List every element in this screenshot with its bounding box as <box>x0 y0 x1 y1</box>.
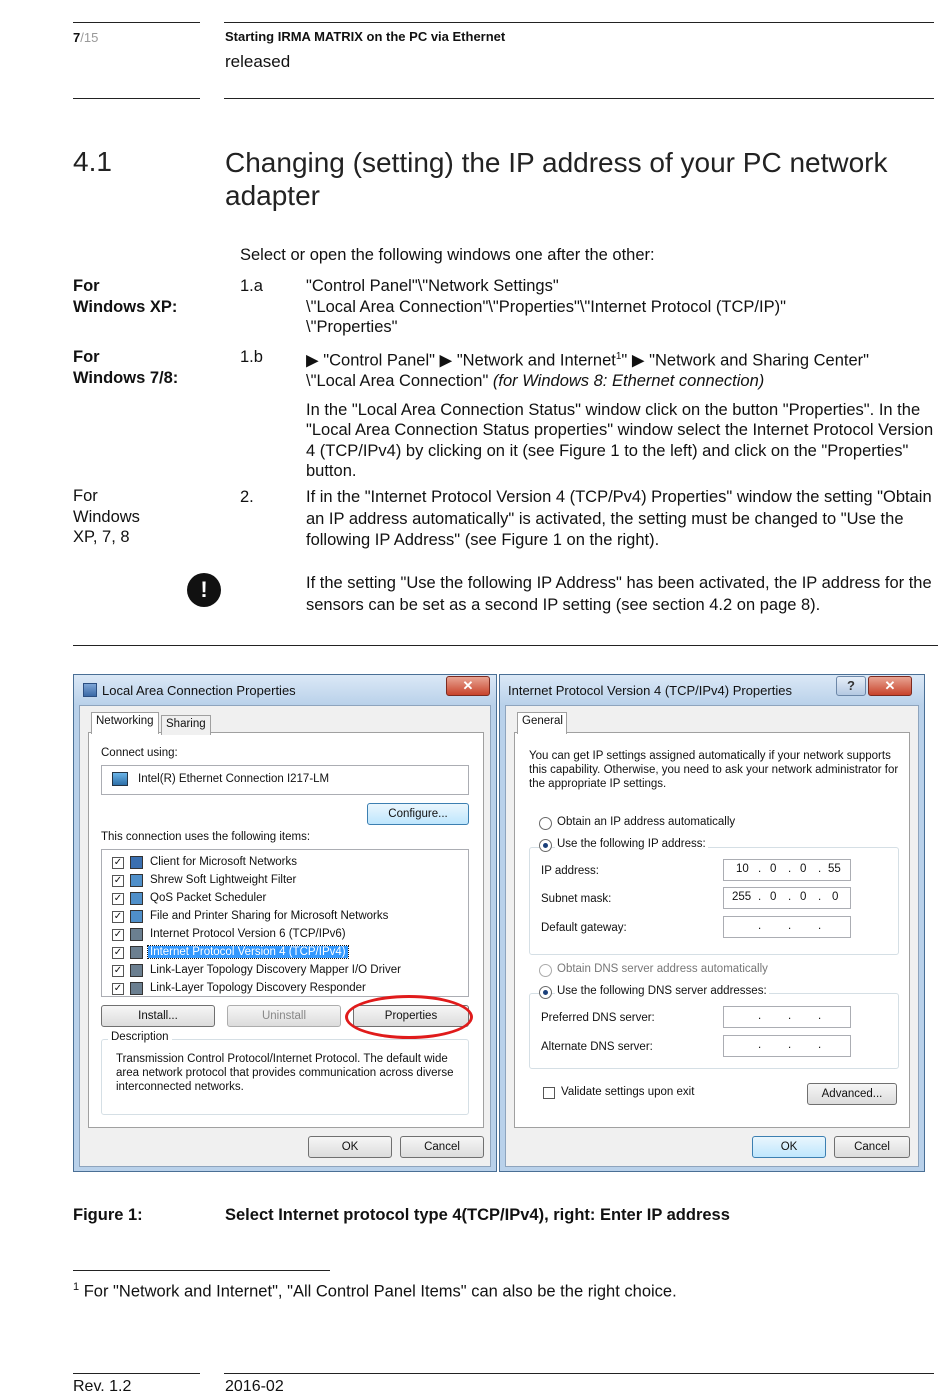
note-text: If the setting "Use the following IP Address" has been activated, the IP address for the sensors can be set as a second IP setting (see section 4.2 on page 8). <box>306 574 932 614</box>
step-xp-label <box>73 276 177 317</box>
header-rule-right-bottom <box>224 98 934 99</box>
ipv4-cancel-button[interactable]: Cancel <box>834 1136 910 1158</box>
component-icon <box>130 946 143 959</box>
subnet-dot: . <box>818 891 822 903</box>
step-win7-paragraph: In the "Local Area Connection Status" window click on the button "Properties". In the "Local Area Connection Status properties" window select the Internet Protocol Version 4 (TCP/IPv4) by clicking on it (see Figure 1 to the left) and click on the "Properties" button. <box>306 400 934 480</box>
step-win7-line2-italic: (for Windows 8: Ethernet connection) <box>492 372 765 390</box>
intro-text: Select or open the following windows one after the other: <box>240 246 655 264</box>
page-current: 7 <box>73 30 81 45</box>
obtain-ip-label: Obtain an IP address automatically <box>557 816 736 828</box>
footer-rule-left <box>73 1373 200 1374</box>
item-checkbox[interactable]: ✓ <box>113 929 123 940</box>
component-icon <box>130 874 143 887</box>
connect-using-label: Connect using: <box>101 747 178 759</box>
obtain-dns-label: Obtain DNS server address automatically <box>557 963 768 975</box>
dns-group <box>529 993 899 1069</box>
figure-caption: Select Internet protocol type 4(TCP/IPv4), right: Enter IP address <box>225 1206 730 1224</box>
header-rule-right-top <box>224 22 934 23</box>
component-icon <box>130 910 143 923</box>
item-checkbox[interactable]: ✓ <box>113 947 123 958</box>
ip-dot: . <box>758 863 762 875</box>
step-all-label-line2: Windows <box>73 507 140 526</box>
ip-address-field[interactable] <box>723 859 851 881</box>
adapter-name: Intel(R) Ethernet Connection I217-LM <box>138 773 330 785</box>
page-number <box>73 30 98 45</box>
pref-dns-dot: . <box>818 1010 822 1022</box>
configure-button[interactable]: Configure... <box>367 803 469 825</box>
item-checkbox[interactable]: ✓ <box>113 911 123 922</box>
step-win7-line1-a: ▶ "Control Panel" ▶ "Network and Internet <box>306 351 616 370</box>
dialog-body <box>79 705 491 1167</box>
ip-octet-2: 0 <box>770 863 777 875</box>
networking-panel <box>88 715 484 1128</box>
use-ip-label: Use the following IP address: <box>557 838 706 850</box>
component-icon <box>130 856 143 869</box>
step-xp-text <box>306 276 936 338</box>
subnet-octet-2: 0 <box>770 891 777 903</box>
gateway-dot: . <box>818 920 822 932</box>
validate-checkbox[interactable] <box>543 1087 555 1099</box>
step-all-number: 2. <box>240 488 254 506</box>
gateway-dot: . <box>788 920 792 932</box>
description-text: Transmission Control Protocol/Internet Protocol. The default wide area network protocol that provides communication across diverse interconnected networks. <box>116 1053 454 1093</box>
adapter-icon <box>112 772 128 786</box>
step-win7-line2-a: \"Local Area Connection" <box>306 372 493 390</box>
install-button[interactable]: Install... <box>101 1005 215 1027</box>
description-group <box>101 1031 469 1115</box>
item-label: Link-Layer Topology Discovery Responder <box>150 982 366 994</box>
ip-octet-1: 10 <box>736 863 749 875</box>
step-xp-label-line2: Windows XP: <box>73 297 178 316</box>
advanced-button[interactable]: Advanced... <box>807 1083 897 1105</box>
footnote-rule <box>73 1270 330 1271</box>
item-label: Client for Microsoft Networks <box>150 856 297 868</box>
figure-top-rule <box>73 645 938 646</box>
revision: Rev. 1.2 <box>73 1378 132 1395</box>
step-xp-number: 1.a <box>240 277 263 295</box>
page-total: /15 <box>80 30 99 45</box>
item-checkbox[interactable]: ✓ <box>113 875 123 886</box>
help-button[interactable]: ? <box>836 676 866 696</box>
ipv4-dialog-title: Internet Protocol Version 4 (TCP/IPv4) Properties <box>508 683 792 698</box>
alt-dns-dot: . <box>758 1039 762 1051</box>
footnote-ref: 1 <box>615 351 622 362</box>
tab-sharing[interactable]: Sharing <box>161 715 211 735</box>
ipv4-dialog-titlebar <box>500 675 924 705</box>
subnet-mask-field[interactable] <box>723 887 851 909</box>
subnet-dot: . <box>758 891 762 903</box>
doc-status: released <box>225 52 291 71</box>
item-label: Shrew Soft Lightweight Filter <box>150 874 297 886</box>
step-all-label-line3: XP, 7, 8 <box>73 528 130 546</box>
item-label: QoS Packet Scheduler <box>150 892 267 904</box>
adapter-field <box>101 765 469 795</box>
component-icon <box>130 928 143 941</box>
tab-networking[interactable]: Networking <box>91 712 159 734</box>
item-checkbox[interactable]: ✓ <box>113 857 123 868</box>
step-xp-line3: \"Properties" <box>306 318 398 336</box>
ok-button[interactable]: OK <box>308 1136 392 1158</box>
ipv4-ok-button[interactable]: OK <box>752 1136 826 1158</box>
header-rule-left-bottom <box>73 98 200 99</box>
footnote-text: For "Network and Internet", "All Control Panel Items" can also be the right choice. <box>79 1282 677 1301</box>
alternate-dns-label: Alternate DNS server: <box>541 1041 653 1053</box>
alt-dns-dot: . <box>788 1039 792 1051</box>
local-area-connection-dialog <box>73 674 497 1172</box>
properties-button[interactable]: Properties <box>353 1005 469 1027</box>
ip-octet-3: 0 <box>800 863 807 875</box>
item-label: Internet Protocol Version 4 (TCP/IPv4) <box>150 946 346 958</box>
pref-dns-dot: . <box>788 1010 792 1022</box>
tab-general[interactable]: General <box>517 712 567 734</box>
step-xp-line2: \"Local Area Connection"\"Properties"\"Internet Protocol (TCP/IP)" <box>306 297 786 316</box>
step-win7-line1-b: " ▶ "Network and Sharing Center" <box>621 351 870 370</box>
component-icon <box>130 892 143 905</box>
step-win7-line1 <box>306 347 936 371</box>
subnet-octet-1: 255 <box>732 891 752 903</box>
step-win7-number: 1.b <box>240 348 263 366</box>
step-win7-label-line1: For <box>73 348 100 366</box>
step-win7-label <box>73 347 178 388</box>
pref-dns-dot: . <box>758 1010 762 1022</box>
items-label: This connection uses the following items: <box>101 831 311 843</box>
footnote-mark: 1 <box>73 1281 80 1293</box>
step-xp-label-line1: For <box>73 277 100 295</box>
network-icon <box>83 683 97 697</box>
footer-rule-right <box>224 1373 934 1374</box>
general-panel <box>514 715 910 1128</box>
use-ip-radio[interactable] <box>539 839 552 852</box>
doc-title: Starting IRMA MATRIX on the PC via Ethernet <box>225 29 506 44</box>
ip-dot: . <box>788 863 792 875</box>
subnet-dot: . <box>788 891 792 903</box>
dialog-titlebar <box>74 675 496 705</box>
step-all-label <box>73 486 140 548</box>
dialog-title: Local Area Connection Properties <box>102 683 296 698</box>
subnet-octet-4: 0 <box>832 891 839 903</box>
header-rule-left-top <box>73 22 200 23</box>
gateway-dot: . <box>758 920 762 932</box>
footnote <box>73 1281 677 1302</box>
item-checkbox[interactable]: ✓ <box>113 965 123 976</box>
subnet-mask-label: Subnet mask: <box>541 893 612 905</box>
revision-date: 2016-02 <box>225 1378 284 1395</box>
default-gateway-label: Default gateway: <box>541 922 627 934</box>
ipv4-properties-dialog <box>499 674 925 1172</box>
validate-label: Validate settings upon exit <box>561 1086 695 1098</box>
use-dns-label: Use the following DNS server addresses: <box>557 985 767 997</box>
component-icon <box>130 964 143 977</box>
uninstall-button[interactable]: Uninstall <box>227 1005 341 1027</box>
item-label: File and Printer Sharing for Microsoft Networks <box>150 910 389 922</box>
item-checkbox[interactable]: ✓ <box>113 893 123 904</box>
preferred-dns-field[interactable] <box>723 1006 851 1028</box>
default-gateway-field[interactable] <box>723 916 851 938</box>
ip-octet-4: 55 <box>828 863 841 875</box>
exclamation-icon: ! <box>187 573 221 607</box>
figure-label: Figure 1: <box>73 1206 143 1224</box>
component-icon <box>130 982 143 995</box>
cancel-button[interactable]: Cancel <box>400 1136 484 1158</box>
ipv4-intro-text: You can get IP settings assigned automatically if your network supports this capability. Otherwise, you need to ask your network administrator for the appropriate IP settings. <box>529 750 899 790</box>
alt-dns-dot: . <box>818 1039 822 1051</box>
item-label: Internet Protocol Version 6 (TCP/IPv6) <box>150 928 346 940</box>
step-win7-label-line2: Windows 7/8: <box>73 368 179 387</box>
obtain-ip-radio[interactable] <box>539 817 552 830</box>
ipv4-dialog-body <box>505 705 919 1167</box>
section-title: Changing (setting) the IP address of your PC network adapter <box>225 147 888 211</box>
alternate-dns-field[interactable] <box>723 1035 851 1057</box>
use-dns-radio[interactable] <box>539 986 552 999</box>
step-all-label-line1: For <box>73 487 98 505</box>
step-xp-line1: "Control Panel"\"Network Settings" <box>306 277 559 295</box>
close-button[interactable]: ✕ <box>446 676 490 696</box>
preferred-dns-label: Preferred DNS server: <box>541 1012 655 1024</box>
ip-address-label: IP address: <box>541 865 599 877</box>
item-label: Link-Layer Topology Discovery Mapper I/O Driver <box>150 964 401 976</box>
step-win7-line2 <box>306 371 936 392</box>
highlight-ellipse <box>345 995 473 1039</box>
item-checkbox[interactable]: ✓ <box>113 983 123 994</box>
step-win7-text <box>306 347 936 482</box>
description-label: Description <box>108 1031 172 1043</box>
ipv4-close-button[interactable]: ✕ <box>868 676 912 696</box>
section-number: 4.1 <box>73 146 112 177</box>
obtain-dns-radio[interactable] <box>539 964 552 977</box>
items-list[interactable] <box>101 849 469 997</box>
subnet-octet-3: 0 <box>800 891 807 903</box>
step-all-text: If in the "Internet Protocol Version 4 (TCP/Pv4) Properties" window the setting "Obtain an IP address automatically" is activated, the setting must be changed to "Use the following IP Address" (see Figure 1 on the right). <box>306 488 932 549</box>
ip-dot: . <box>818 863 822 875</box>
